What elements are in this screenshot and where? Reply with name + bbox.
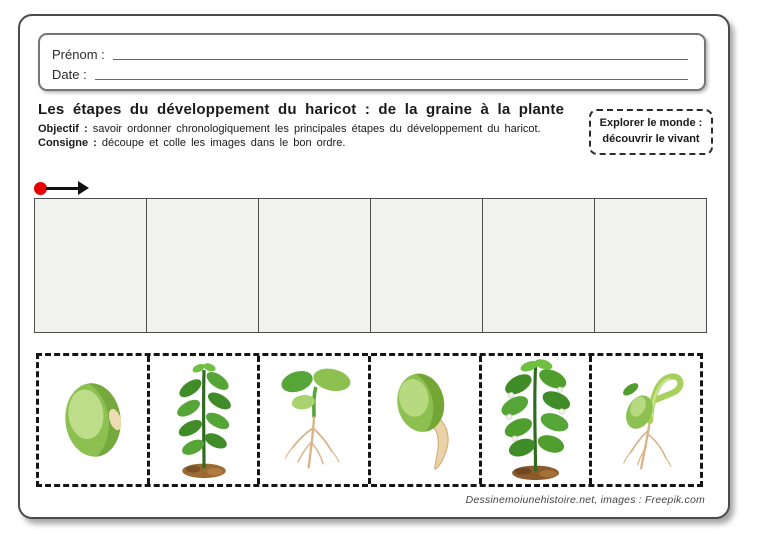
cutout-sprouted-seed bbox=[592, 356, 700, 484]
cutout-germinating-seed bbox=[371, 356, 482, 484]
date-blank-line bbox=[95, 66, 688, 80]
cutout-young-plant bbox=[150, 356, 261, 484]
objectif-line bbox=[38, 123, 541, 135]
answer-cell-4 bbox=[371, 199, 483, 332]
answer-cell-6 bbox=[595, 199, 706, 332]
sprouted-seed-hook-icon bbox=[604, 363, 688, 477]
mature-bean-plant-icon bbox=[493, 359, 579, 481]
worksheet-title: Les étapes du développement du haricot : de la graine à la plante bbox=[38, 101, 565, 118]
cutout-mature-plant bbox=[482, 356, 593, 484]
young-bean-plant-icon bbox=[163, 361, 245, 479]
answer-cell-1 bbox=[35, 199, 147, 332]
domain-line2: découvrir le vivant bbox=[602, 133, 700, 145]
date-label: Date : bbox=[52, 67, 87, 82]
consigne-text: découpe et colle les images dans le bon ordre. bbox=[101, 137, 346, 149]
consigne-label: Consigne : bbox=[38, 137, 97, 149]
bean-seed-icon bbox=[56, 374, 130, 466]
prenom-row bbox=[52, 42, 690, 63]
date-row bbox=[52, 63, 690, 84]
seedling-with-roots-icon bbox=[269, 362, 359, 478]
answer-grid bbox=[34, 198, 707, 333]
germinating-seed-icon bbox=[386, 364, 464, 476]
cutout-bean-seed bbox=[39, 356, 150, 484]
answer-cell-2 bbox=[147, 199, 259, 332]
answer-cell-5 bbox=[483, 199, 595, 332]
prenom-blank-line bbox=[113, 46, 688, 60]
cutout-row bbox=[36, 353, 703, 487]
answer-cell-3 bbox=[259, 199, 371, 332]
objectif-label: Objectif : bbox=[38, 123, 88, 135]
cutout-seedling-roots bbox=[260, 356, 371, 484]
arrow-right-icon bbox=[78, 181, 89, 195]
objectif-text: savoir ordonner chronologiquement les principales étapes du développement du haricot. bbox=[92, 123, 541, 135]
worksheet-page bbox=[18, 14, 730, 519]
footer-credit: Dessinemoiunehistoire.net, images : Freepik.com bbox=[465, 494, 705, 506]
arrow-shaft bbox=[46, 187, 80, 190]
domain-line1: Explorer le monde : bbox=[599, 117, 703, 130]
prenom-label: Prénom : bbox=[52, 46, 105, 62]
domain-tag-box bbox=[589, 109, 713, 155]
name-date-box bbox=[38, 33, 706, 91]
consigne-line bbox=[38, 137, 345, 149]
